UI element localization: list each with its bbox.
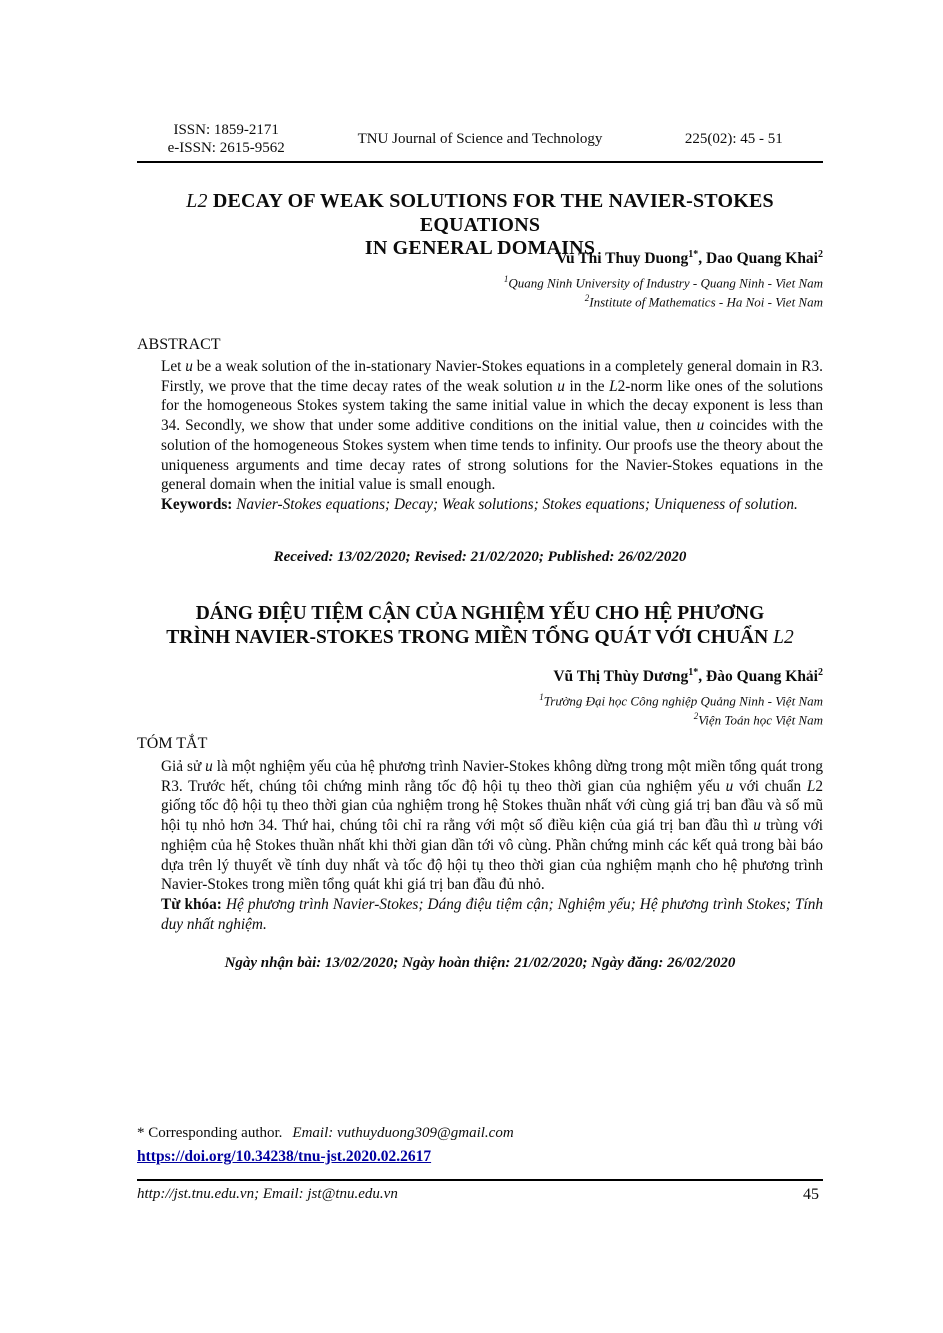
- keywords-label-en: Keywords:: [161, 495, 233, 513]
- footer-row: [137, 1186, 823, 1204]
- paper-title-vn: [137, 602, 823, 650]
- abstract-heading: ABSTRACT: [137, 336, 221, 353]
- keywords-label-vn: Từ khóa:: [161, 895, 222, 913]
- abstract-text-vn: Giả sử u là một nghiệm yếu của hệ phương trình Navier-Stokes không dừng trong một miền tổng quát trong R3. Trước hết, chúng tôi chứng minh rằng tốc độ hội tụ theo thời gian của nghiệm yếu u với chuẩn L2 giống tốc độ hội tụ theo thời gian của nghiệm trong hệ Stokes thuần nhất với cùng giá trị ban đầu và số mũ hội tụ nhỏ hơn 34. Thứ hai, chúng tôi chỉ ra rằng với một số điều kiện của giá trị ban đầu thì u trùng với nghiệm của hệ Stokes thuần nhất khi thời gian dần tới vô cùng. Phần chứng minh các kết quả trong bài báo dựa trên lý thuyết về tính duy nhất và tốc độ hội tụ theo thời gian của nghiệm mạnh cho hệ phương trình Navier-Stokes trong miền tổng quát khi giá trị ban đầu đủ nhỏ.: [161, 758, 823, 894]
- keywords-text-vn: Hệ phương trình Navier-Stokes; Dáng điệu tiệm cận; Nghiệm yếu; Hệ phương trình Stokes; Tính duy nhất nghiệm.: [161, 895, 823, 933]
- issn-block: [137, 121, 315, 157]
- title-vn-l2-italic: L: [773, 627, 784, 648]
- corresponding-author-label: * Corresponding author.: [137, 1125, 283, 1141]
- title-l2-num: 2: [197, 190, 208, 212]
- journal-site: http://jst.tnu.edu.vn; Email: jst@tnu.edu.vn: [137, 1186, 398, 1202]
- abstract-block-vn: [161, 757, 823, 934]
- issue-info: 225(02): 45 - 51: [684, 130, 783, 147]
- title-vn-line1: DÁNG ĐIỆU TIỆM CẬN CỦA NGHIỆM YẾU CHO HỆ PHƯƠNG: [195, 603, 765, 624]
- keywords-line-vn: [161, 895, 823, 934]
- title-line1: DECAY OF WEAK SOLUTIONS FOR THE NAVIER-STOKES EQUATIONS: [207, 190, 774, 236]
- abstract-text-en: Let u be a weak solution of the in-stationary Navier-Stokes equations in a completely general domain in R3. Firstly, we prove that the time decay rates of the weak solution u in the L2-norm like ones of the solutions for the homogeneous Stokes system taking the same initial value in which the decay exponent is less than 34. Secondly, we show that under some additive conditions on the initial value, then u coincides with the solution of the homogeneous Stokes system when time tends to infinity. Our proofs use the theory about the uniqueness arguments and time decay rates of strong solutions for the Navier-Stokes equations in the general domain when the initial value is small enough.: [161, 358, 823, 494]
- affiliation-2-vn: $^2$Viện Toán học Việt Nam: [693, 710, 823, 728]
- page-number: 45: [803, 1186, 819, 1203]
- dates-vn: Ngày nhận bài: 13/02/2020; Ngày hoàn thiện: 21/02/2020; Ngày đăng: 26/02/2020: [224, 955, 736, 971]
- dates-en: Received: 13/02/2020; Revised: 21/02/2020; Published: 26/02/2020: [273, 549, 687, 565]
- title-vn-l2-num: 2: [783, 627, 794, 648]
- abstract-block-en: [161, 357, 823, 515]
- e-issn: e-ISSN: 2615-9562: [167, 140, 285, 156]
- affiliations-en: [137, 272, 823, 310]
- author-1-sup: 1*: [688, 249, 699, 260]
- corresponding-author-email: Email: vuthuyduong309@gmail.com: [292, 1125, 514, 1141]
- keywords-line-en: [161, 495, 823, 515]
- affiliation-1-vn: $^1$Trường Đại học Công nghiệp Quảng Ninh - Việt Nam: [539, 692, 823, 709]
- affiliations-vn: [137, 690, 823, 728]
- title-vn-line2: TRÌNH NAVIER-STOKES TRONG MIỀN TỔNG QUÁT VỚI CHUẨN: [166, 627, 774, 648]
- keywords-text-en: Navier-Stokes equations; Decay; Weak solutions; Stokes equations; Uniqueness of solution.: [232, 495, 798, 513]
- doi-link[interactable]: https://doi.org/10.34238/tnu-jst.2020.02.2617: [137, 1148, 432, 1165]
- author-1-vn: Vũ Thị Thùy Dương: [553, 668, 689, 686]
- author-2-en: Dao Quang Khai: [706, 250, 818, 268]
- affiliation-2-en: $^2$Institute of Mathematics - Ha Noi - Viet Nam: [584, 292, 823, 310]
- affiliation-1-en: $^1$Quang Ninh University of Industry - Quang Ninh - Viet Nam: [503, 274, 823, 291]
- title-line2: IN GENERAL DOMAINS: [364, 237, 596, 259]
- journal-name: TNU Journal of Science and Technology: [357, 130, 603, 147]
- authors-en: Vu Thi Thuy Duong$^{1*}$, Dao Quang Khai$^2$: [556, 249, 823, 268]
- authors-vn: Vũ Thị Thùy Dương$^{1*}$, Đào Quang Khải$^2$: [553, 667, 823, 686]
- doi-line: [137, 1148, 823, 1166]
- footer-divider: [137, 1179, 823, 1181]
- abstract-heading-vn: TÓM TẮT: [137, 735, 208, 752]
- issn: ISSN: 1859-2171: [173, 122, 279, 138]
- title-l2-italic: L: [186, 190, 198, 212]
- author-2-vn: Đào Quang Khải: [706, 668, 818, 686]
- author-2-sup: 2: [818, 249, 823, 260]
- journal-header: [137, 121, 823, 163]
- author-1-en: Vu Thi Thuy Duong: [556, 250, 689, 268]
- corresponding-author-line: [137, 1125, 823, 1142]
